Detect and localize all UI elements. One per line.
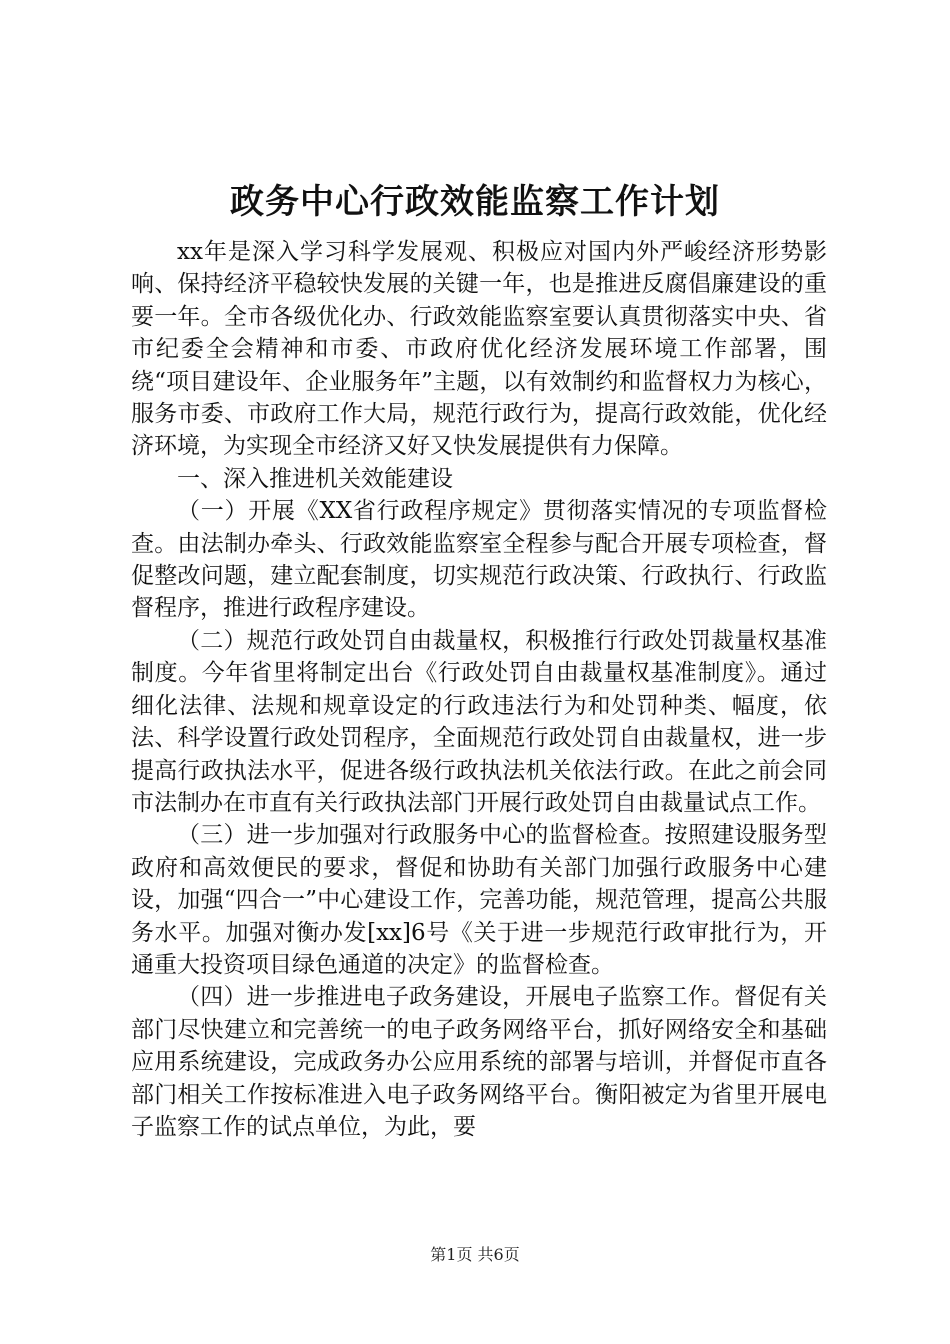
page-number-footer: 第1页 共6页 <box>430 1245 520 1264</box>
section-heading-1: 一、深入推进机关效能建设 <box>177 465 453 492</box>
document-title: 政务中心行政效能监察工作计划 <box>230 182 720 222</box>
paragraph-intro: xx年是深入学习科学发展观、积极应对国内外严峻经济形势影响、保持经济平稳较快发展的关键一年，也是推进反腐倡廉建设的重要一年。全市各级优化办、行政效能监察室要认真贯彻落实中央、省市纪委全会精神和市委、市政府优化经济发展环境工作部署，围绕“项目建设年、企业服务年”主题，以有效制约和监督权力为核心，服务市委、市政府工作大局，规范行政行为，提高行政效能，优化经济环境，为实现全市经济又好又快发展提供有力保障。 <box>131 239 827 460</box>
document-body <box>131 236 827 1143</box>
paragraph-item-3: （三）进一步加强对行政服务中心的监督检查。按照建设服务型政府和高效便民的要求，督促和协助有关部门加强行政服务中心建设，加强“四合一”中心建设工作，完善功能，规范管理，提高公共服务水平。加强对衡办发[xx]6号《关于进一步规范行政审批行为，开通重大投资项目绿色通道的决定》的监督检查。 <box>131 822 827 978</box>
paragraph-item-4: （四）进一步推进电子政务建设，开展电子监察工作。督促有关部门尽快建立和完善统一的电子政务网络平台，抓好网络安全和基础应用系统建设，完成政务办公应用系统的部署与培训，并督促市直各部门相关工作按标准进入电子政务网络平台。衡阳被定为省里开展电子监察工作的试点单位，为此，要 <box>131 984 827 1140</box>
paragraph-item-2: （二）规范行政处罚自由裁量权，积极推行行政处罚裁量权基准制度。今年省里将制定出台《行政处罚自由裁量权基准制度》。通过细化法律、法规和规章设定的行政违法行为和处罚种类、幅度，依法、科学设置行政处罚程序，全面规范行政处罚自由裁量权，进一步提高行政执法水平，促进各级行政执法机关依法行政。在此之前会同市法制办在市直有关行政执法部门开展行政处罚自由裁量试点工作。 <box>131 627 827 816</box>
paragraph-item-1: （一）开展《XX省行政程序规定》贯彻落实情况的专项监督检查。由法制办牵头、行政效能监察室全程参与配合开展专项检查，督促整改问题，建立配套制度，切实规范行政决策、行政执行、行政监督程序，推进行政程序建设。 <box>131 498 827 622</box>
